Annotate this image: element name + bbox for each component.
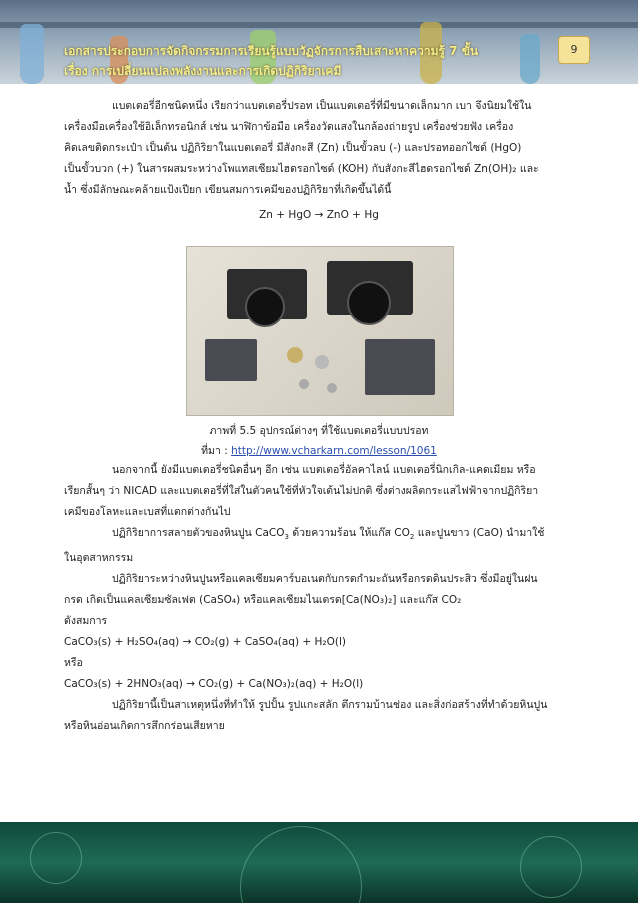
paragraph-line: ปฏิกิริยาการสลายตัวของหินปูน CaCO$_3$ ด้วยความร้อน ให้แก๊ส $CO_2$ และปูนขาว (CaO) นำมาใช้ <box>112 527 545 542</box>
equation-nitric: CaCO₃(s) + 2HNO₃(aq) → CO₂(g) + Ca(NO₃)₂(aq) + H₂O(l) <box>64 678 364 691</box>
paragraph-line: นอกจากนี้ ยังมีแบตเตอรี่ชนิดอื่นๆ อีก เช่น แบตเตอรี่อัลคาไลน์ แบตเตอรี่นิกเกิล-แคดเมียม หรือ <box>112 464 536 476</box>
header-banner <box>0 0 638 84</box>
molecule-decoration <box>520 836 582 898</box>
paragraph-line: คิดเลขติดกระเป๋า เป็นต้น ปฏิกิริยาในแบตเตอรี่ มีสังกะสี (Zn) เป็นขั้วลบ (-) และปรอทออกไซด์ (HgO) <box>64 142 522 154</box>
document-body-continued <box>64 460 574 737</box>
document-body <box>64 96 574 226</box>
source-link[interactable]: http://www.vcharkarn.com/lesson/1061 <box>231 445 437 457</box>
paragraph-line: เรียกสั้นๆ ว่า NICAD และแบตเตอรี่ที่ใส่ในตัวคนใช้ที่หัวใจเต้นไม่ปกติ ซึ่งต่างผลิตกระแสไฟฟ้าจากปฏิกิริยา <box>64 485 539 497</box>
paragraph-line: เคมีของโลหะและเบสที่แตกต่างกันไป <box>64 506 231 518</box>
camera-lens-image <box>245 287 285 327</box>
flask-decoration <box>20 24 44 84</box>
equation-zn-hgo: Zn + HgO → ZnO + Hg <box>259 209 379 221</box>
equation-sulfuric: CaCO₃(s) + H₂SO₄(aq) → CO₂(g) + CaSO₄(aq) + H₂O(l) <box>64 636 347 649</box>
paragraph-line: เครื่องมือเครื่องใช้อิเล็กทรอนิกส์ เช่น นาฬิกาข้อมือ เครื่องวัดแสงในกล้องถ่ายรูป เครื่องช่วยฟัง เครื่อง <box>64 121 514 133</box>
paragraph-line: น้ำ ซึ่งมีลักษณะคล้ายแป้งเปียก เขียนสมการเคมีของปฏิกิริยาที่เกิดขึ้นได้นี้ <box>64 184 392 196</box>
battery-devices-photo <box>186 246 454 416</box>
battery-cell-image <box>299 379 309 389</box>
figure-source <box>0 442 638 459</box>
page-number: 9 <box>558 36 590 64</box>
paragraph-line: ดังสมการ <box>64 615 108 628</box>
calculator-image <box>365 339 435 395</box>
paragraph-line: ปฏิกิริยาระหว่างหินปูนหรือแคลเซียมคาร์บอเนตกับกรดกำมะถันหรือกรดดินประสิว ซึ่งมีอยู่ในฝน <box>112 573 538 586</box>
figure-caption: ภาพที่ 5.5 อุปกรณ์ต่างๆ ที่ใช้แบตเตอรี่แบบปรอท <box>209 425 429 437</box>
source-label: ที่มา : <box>201 445 232 457</box>
paragraph-line: แบตเตอรี่อีกชนิดหนึ่ง เรียกว่าแบตเตอรี่ปรอท เป็นแบตเตอรี่ที่มีขนาดเล็กมาก เบา จึงนิยมใช้ใน <box>112 100 532 112</box>
paragraph-line: กรด เกิดเป็นแคลเซียมซัลเฟต (CaSO₄) หรือแคลเซียมไนเตรด[Ca(NO₃)₂] และแก๊ส CO₂ <box>64 594 462 607</box>
header-title: เอกสารประกอบการจัดกิจกรรมการเรียนรู้แบบวัฏจักรการสืบเสาะหาความรู้ 7 ขั้น <box>64 44 479 58</box>
footer-banner <box>0 822 638 903</box>
calculator-image <box>205 339 257 381</box>
paragraph-line: ปฏิกิริยานี้เป็นสาเหตุหนึ่งที่ทำให้ รูปปั้น รูปแกะสลัก ตึกรามบ้านช่อง และสิ่งก่อสร้างที่ทำด้วยหินปูน <box>112 699 548 712</box>
flask-decoration <box>520 34 540 84</box>
watch-image <box>287 347 303 363</box>
camera-lens-image <box>347 281 391 325</box>
header-subtitle: เรื่อง การเปลี่ยนแปลงพลังงานและการเกิดปฏิกิริยาเคมี <box>64 64 342 78</box>
molecule-decoration <box>30 832 82 884</box>
shelf-decoration <box>0 22 638 28</box>
battery-cell-image <box>327 383 337 393</box>
molecule-decoration <box>240 826 362 903</box>
paragraph-line: ในอุตสาหกรรม <box>64 552 134 565</box>
or-label: หรือ <box>64 657 83 670</box>
paragraph-line: หรือหินอ่อนเกิดการสึกกร่อนเสียหาย <box>64 720 225 733</box>
watch-image <box>315 355 329 369</box>
paragraph-line: เป็นขั้วบวก (+) ในสารผสมระหว่างโพแทสเซียมไฮดรอกไซด์ (KOH) กับสังกะสีไฮดรอกไซด์ Zn(OH)₂ และ <box>64 163 539 175</box>
